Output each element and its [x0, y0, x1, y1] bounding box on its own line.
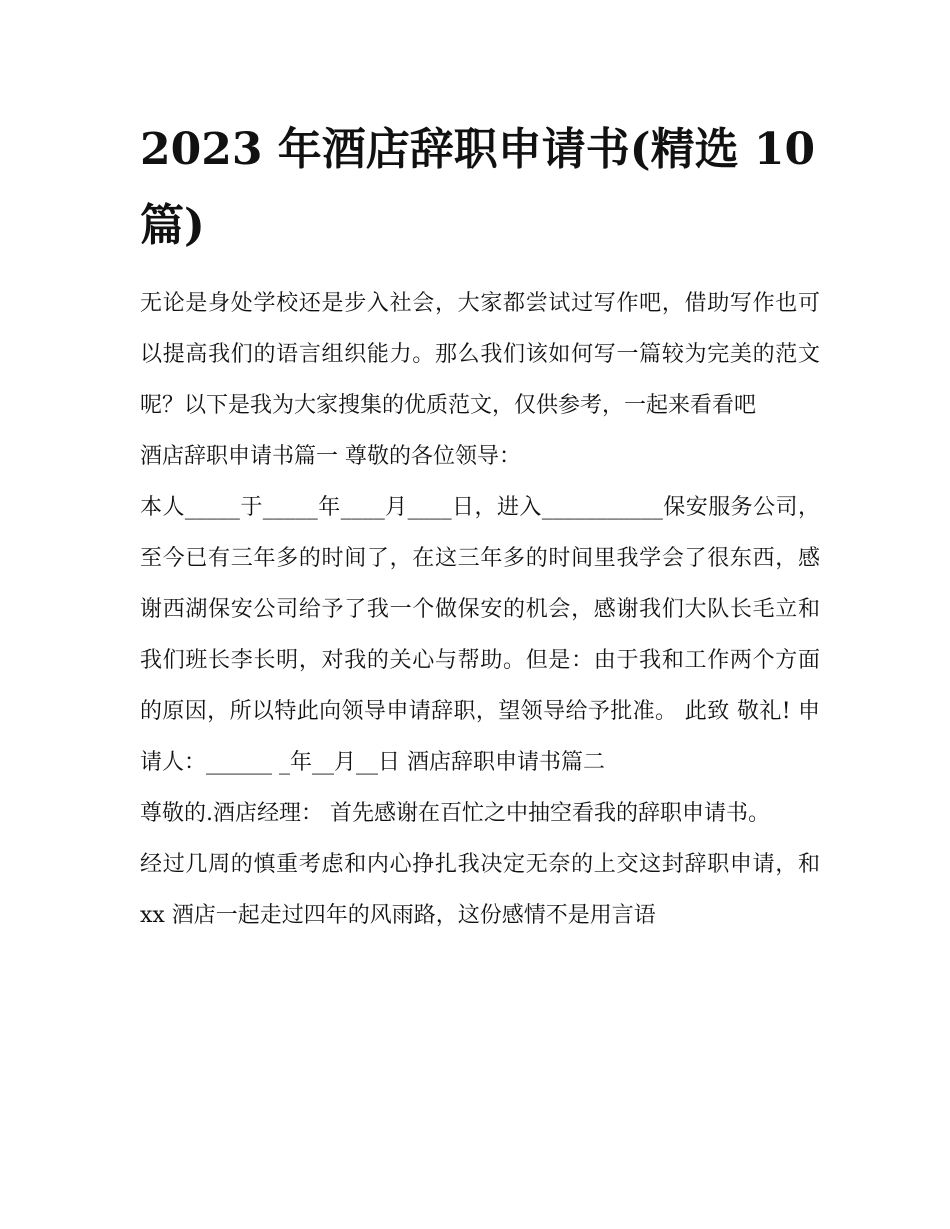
paragraph-section-two-greeting: 尊敬的.酒店经理： 首先感谢在百忙之中抽空看我的辞职申请书。 — [140, 801, 770, 826]
paragraph-section-one-body: 本人_____于_____年____月____日，进入___________保安服务公司，至今已有三年多的时间了，在这三年多的时间里我学会了很东西，感谢西湖保安公司给予了我一个做保安的机会，感谢我们大队长毛立和我们班长李长明，对我的关心与帮助。但是：由于我和工作两个方面的原因，所以特此向领导申请辞职，望领导给予批准。 此致 敬礼! 申请人：______ _年__月__日 酒店辞职申请书篇二 — [140, 495, 820, 775]
document-page — [140, 112, 820, 941]
paragraph-intro: 无论是身处学校还是步入社会，大家都尝试过写作吧，借助写作也可以提高我们的语言组织能力。那么我们该如何写一篇较为完美的范文呢？以下是我为大家搜集的优质范文，仅供参考，一起来看看吧 — [140, 291, 820, 418]
document-title: 2023 年酒店辞职申请书(精选 10 篇) — [140, 124, 816, 251]
paragraph-section-one-heading: 酒店辞职申请书篇一 尊敬的各位领导： — [140, 444, 521, 469]
paragraph-section-two-body: 经过几周的慎重考虑和内心挣扎我决定无奈的上交这封辞职申请，和 xx 酒店一起走过四年的风雨路，这份感情不是用言语 — [140, 852, 820, 928]
